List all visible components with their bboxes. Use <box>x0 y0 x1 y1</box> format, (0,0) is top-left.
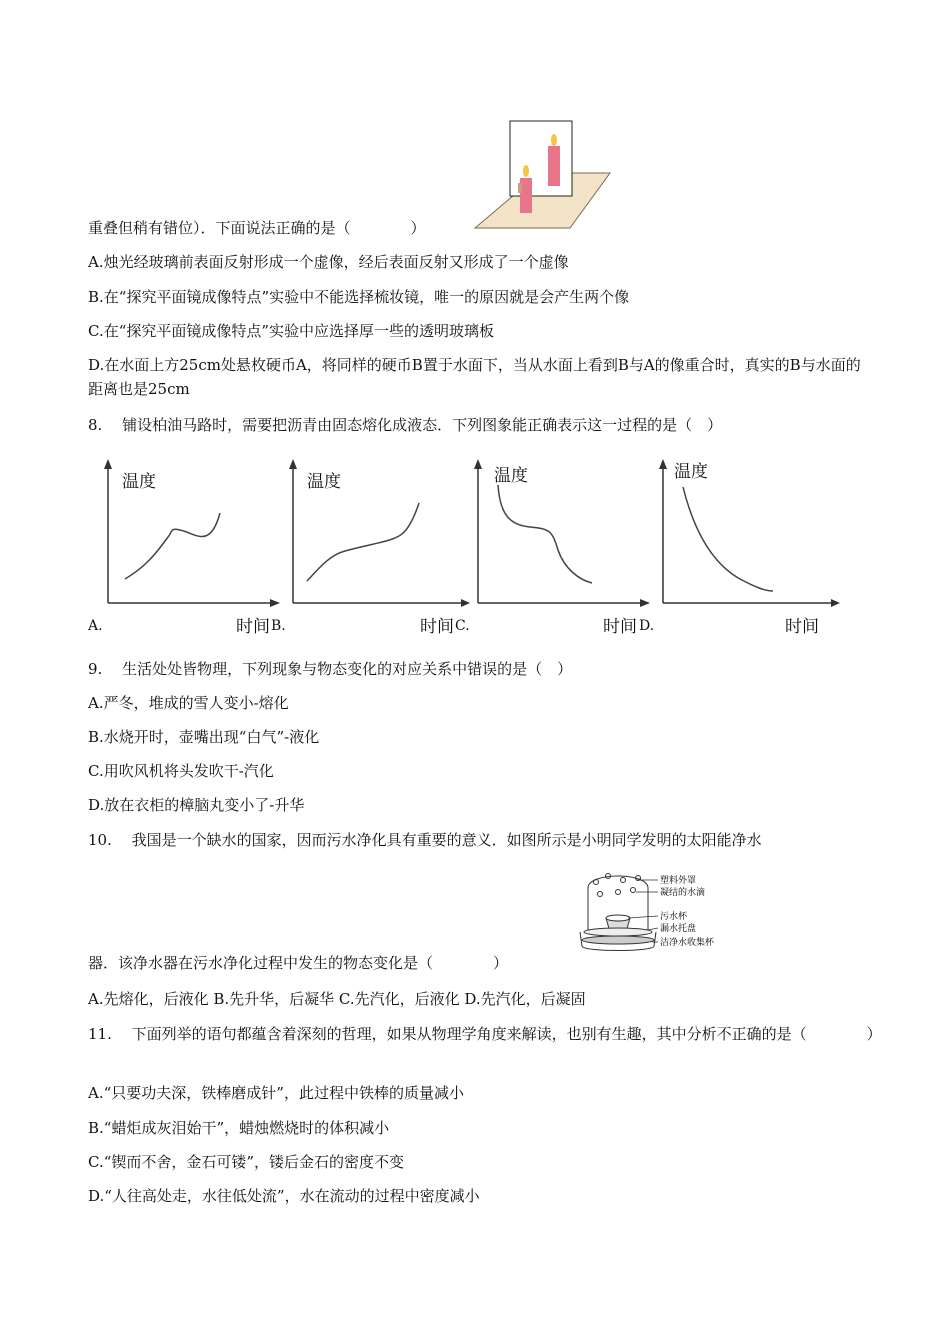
graph-a-letter: A. <box>88 618 103 634</box>
candle-mirror-figure <box>470 118 615 233</box>
label-drip-tray: 漏水托盘 <box>660 924 697 934</box>
q7-option-a: A.烛光经玻璃前表面反射形成一个虚像，经后表面反射又形成了一个虚像 <box>88 253 569 271</box>
graph-d <box>655 455 840 635</box>
q11-stem: 11. 下面列举的语句都蕴含着深刻的哲理，如果从物理学角度来解读，也别有生趣，其中分析不正确的是（ ） <box>88 1025 882 1043</box>
q9-option-d: D.放在衣柜的樟脑丸变小了-升华 <box>88 796 305 814</box>
graph-c-letter: C. <box>455 618 470 634</box>
q8-stem: 8. 铺设柏油马路时，需要把沥青由固态熔化成液态．下列图象能正确表示这一过程的是（ ） <box>88 416 723 434</box>
graph-d-xlabel: 时间 <box>785 617 819 637</box>
q9-option-b: B.水烧开时，壶嘴出现“白气”-液化 <box>88 728 320 746</box>
q7-option-b: B.在“探究平面镜成像特点”实验中不能选择梳妆镜，唯一的原因就是会产生两个像 <box>88 288 630 306</box>
q9-option-a: A.严冬，堆成的雪人变小-熔化 <box>88 694 289 712</box>
graph-a-xlabel: 时间 <box>236 617 270 637</box>
q9-stem: 9. 生活处处皆物理，下列现象与物态变化的对应关系中错误的是（ ） <box>88 660 573 678</box>
q9-option-c: C.用吹风机将头发吹干-汽化 <box>88 762 274 780</box>
graph-b-xlabel: 时间 <box>420 617 454 637</box>
q7-option-c: C.在“探究平面镜成像特点”实验中应选择厚一些的透明玻璃板 <box>88 322 495 340</box>
q10-options: A.先熔化，后液化 B.先升华，后凝华 C.先汽化，后液化 D.先汽化，后凝固 <box>88 990 586 1008</box>
q7-option-d: D.在水面上方25cm处悬枚硬币A，将同样的硬币B置于水面下，当从水面上看到B与A的像重合时，真实的B与水面的距离也是25cm <box>88 356 861 398</box>
q11-option-c: C.“锲而不舍，金石可镂”，镂后金石的密度不变 <box>88 1153 405 1171</box>
graph-c-ylabel: 温度 <box>494 466 528 486</box>
label-sewage-cup: 污水杯 <box>660 912 688 922</box>
graph-d-ylabel: 温度 <box>674 462 708 482</box>
water-purifier-figure <box>578 866 748 952</box>
label-condensed-drops: 凝结的水滴 <box>660 888 706 898</box>
graph-c-xlabel: 时间 <box>603 617 637 637</box>
q10-stem: 10. 我国是一个缺水的国家，因而污水净化具有重要的意义．如图所示是小明同学发明的太阳能净水 <box>88 831 762 849</box>
q11-option-a: A.“只要功夫深，铁棒磨成针”，此过程中铁棒的质量减小 <box>88 1084 464 1102</box>
graph-a-ylabel: 温度 <box>122 472 156 492</box>
q11-option-d: D.“人往高处走，水往低处流”，水在流动的过程中密度减小 <box>88 1187 480 1205</box>
q10-stem-tail: 器．该净水器在污水净化过程中发生的物态变化是（ ） <box>88 954 509 972</box>
label-plastic-cover: 塑料外罩 <box>660 876 697 886</box>
label-clean-water-cup: 洁净水收集杯 <box>660 938 715 948</box>
graph-b-ylabel: 温度 <box>307 472 341 492</box>
q7-stem-tail: 重叠但稍有错位）．下面说法正确的是（ ） <box>88 219 426 237</box>
q11-option-b: B.“蜡炬成灰泪始干”，蜡烛燃烧时的体积减小 <box>88 1119 390 1137</box>
graph-b-letter: B. <box>271 618 286 634</box>
graph-d-letter: D. <box>639 618 655 634</box>
